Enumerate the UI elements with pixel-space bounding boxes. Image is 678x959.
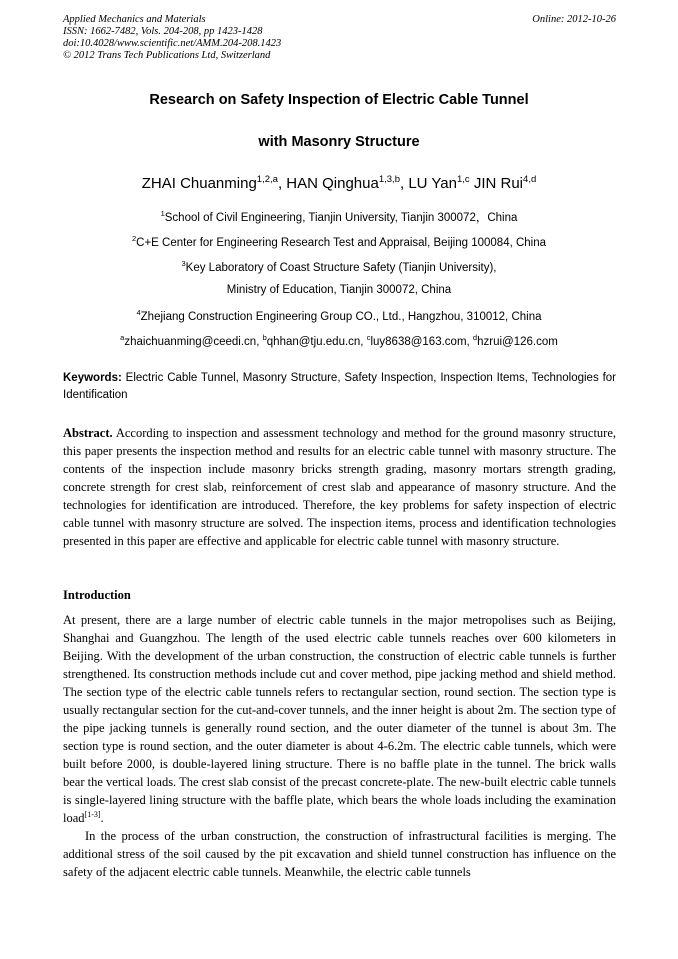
email-mark: d: [472, 333, 478, 342]
author-name: LU Yan: [408, 175, 457, 192]
paragraph-text: At present, there are a large number of electric cable tunnels in the major metropolises such as Beijing, Shanghai and Guangzhou. The length of the used electric cable tunnels reaches over 600 kilometers in Beijing. With the development of the urban construction, the construction of electric cable tunnels is further strengthened. Its construction methods include cut and cover method, pipe jacking method and shield method. The section type of the electric cable tunnels refers to rectangular section, round section. The section type is usually rectangular section for the cut-and-cover tunnels, and the inner height is about 2m. The section type of the pipe jacking tunnels is generally round section, and the outer diameter of the tunnel is about 3m. The section type is round section, and the outer diameter is about 4-6.2m. The electric cable tunnels, which were built before 2000, is double-layered lining structure. There is no baffle plate in the tunnel. The brick walls bear the vertical loads. The crest slab consist of the precast concrete-plate. The new-built electric cable tunnels is single-layered lining structure with the baffle plate, which bears the whole loads including the examination load: [63, 613, 616, 825]
copyright-line: © 2012 Trans Tech Publications Ltd, Switzerland: [63, 50, 271, 61]
affil-text: Ministry of Education, Tianjin 300072, China: [226, 284, 452, 296]
abstract-label: Abstract.: [63, 426, 113, 440]
paragraph-end: .: [100, 811, 104, 825]
abstract-text: According to inspection and assessment technology and method for the ground masonry structure, this paper presents the inspection method and results for an electric cable tunnel with masonry structure. The contents of the inspection include masonry bricks strength grading, masonry mortars strength grading, concrete strength for crest slab, reinforcement of crest slab and appearance of masonry structure. And the technologies for identification are introduced. Therefore, the key problems for safety inspection of electric cable tunnel with masonry structure are solved. The inspection items, process and identification technologies presented in this paper are effective and applicable for electric cable tunnel with masonry structure.: [63, 426, 616, 548]
author-affil-mark: 1,2,a: [256, 174, 278, 185]
citation-ref[interactable]: [1-3]: [84, 809, 101, 819]
email-mark: a: [120, 333, 125, 342]
paragraph: In the process of the urban construction, the construction of infrastructural facilities is merging. The additional stress of the soil caused by the pit excavation and shield tunnel construction has influence on the safety of the adjacent electric cable tunnels. Meanwhile, the electric cable tunnels: [63, 829, 616, 879]
author-separator: ,: [399, 175, 409, 192]
online-date: Online: 2012-10-26: [532, 14, 616, 25]
affiliation-1: [0, 209, 678, 225]
author-affil-mark: 1,c: [456, 174, 470, 185]
author-separator: ,: [277, 175, 287, 192]
affil-mark: 3: [181, 259, 186, 268]
paper-title-line-1: Research on Safety Inspection of Electric Cable Tunnel: [149, 92, 529, 108]
affil-text: School of Civil Engineering, Tianjin University, Tianjin 300072，China: [164, 212, 518, 224]
email-link[interactable]: luy8638@163.com,: [370, 335, 473, 348]
email-link[interactable]: hzrui@126.com: [477, 335, 558, 348]
keywords-text: Electric Cable Tunnel, Masonry Structure, Safety Inspection, Inspection Items, Technologies for Identification: [63, 372, 616, 401]
affil-mark: 4: [136, 308, 141, 317]
introduction-body: [63, 611, 616, 881]
author-name: ZHAI Chuanming: [141, 175, 257, 192]
paper-title-line-2: with Masonry Structure: [258, 134, 420, 150]
email-mark: b: [262, 333, 267, 342]
email-mark: c: [366, 333, 371, 342]
author-affil-mark: 1,3,b: [378, 174, 400, 185]
keywords-label: Keywords:: [63, 372, 122, 384]
author-list: [0, 174, 678, 192]
affil-mark: 1: [160, 209, 165, 219]
affil-text: Key Laboratory of Coast Structure Safety (Tianjin University),: [185, 261, 497, 274]
section-heading-introduction: Introduction: [63, 588, 131, 602]
affiliation-3: [0, 259, 678, 274]
paragraph: [63, 611, 616, 827]
doi-line[interactable]: doi:10.4028/www.scientific.net/AMM.204-208.1423: [63, 38, 282, 49]
affiliation-3-cont: [0, 284, 678, 296]
author-name: JIN Rui: [473, 175, 524, 192]
affil-mark: 2: [131, 234, 137, 243]
affiliation-4: [0, 308, 678, 323]
journal-header: [63, 14, 616, 62]
journal-name: Applied Mechanics and Materials: [63, 14, 206, 25]
email-list: [0, 333, 678, 348]
author-affil-mark: 4,d: [523, 174, 537, 185]
email-link[interactable]: qhhan@tju.edu.cn,: [266, 335, 367, 348]
author-name: HAN Qinghua: [286, 175, 379, 192]
affil-text: Zhejiang Construction Engineering Group CO., Ltd., Hangzhou, 310012, China: [140, 310, 542, 323]
affil-text: C+E Center for Engineering Research Test and Appraisal, Beijing 100084, China: [136, 236, 547, 249]
issn-line: ISSN: 1662-7482, Vols. 204-208, pp 1423-1428: [63, 26, 263, 37]
affiliation-2: [0, 234, 678, 249]
keywords: [63, 370, 616, 404]
email-link[interactable]: zhaichuanming@ceedi.cn,: [124, 335, 263, 348]
abstract: [63, 424, 616, 550]
